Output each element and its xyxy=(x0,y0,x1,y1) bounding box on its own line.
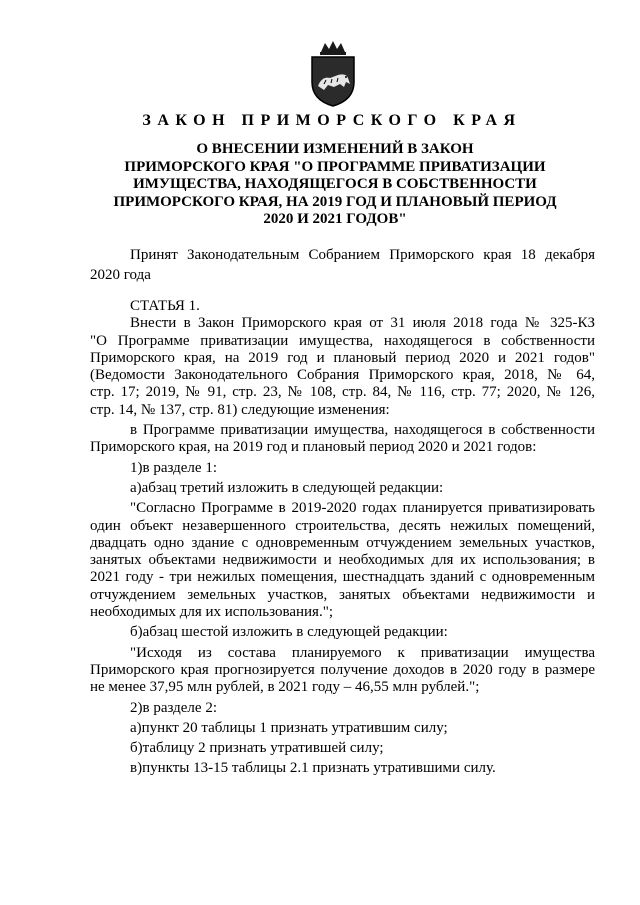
subject-line: О ВНЕСЕНИИ ИЗМЕНЕНИЙ В ЗАКОН xyxy=(196,141,474,157)
article-line: 2)в разделе 2: xyxy=(130,699,217,716)
article-line: занятых объектами недвижимости и необходимых для их использования; в xyxy=(90,552,595,569)
article-line: "О Программе приватизации имущества, находящегося в собственности xyxy=(90,332,595,349)
article-line: стр. 17; 2019, № 91, стр. 23, № 108, стр. 84, № 116, стр. 77; 2020, № 126, xyxy=(90,384,595,401)
article-line: Внести в Закон Приморского края от 31 июля 2018 года № 325-КЗ xyxy=(130,315,595,332)
subject-line: ПРИМОРСКОГО КРАЯ, НА 2019 ГОД И ПЛАНОВЫЙ ПЕРИОД xyxy=(113,193,557,210)
article-line: а)абзац третий изложить в следующей редакции: xyxy=(130,479,444,496)
article-line: не менее 37,95 млн рублей, в 2021 году – 46,55 млн рублей."; xyxy=(90,679,480,696)
article-line: "Согласно Программе в 2019-2020 годах планируется приватизировать xyxy=(130,500,595,517)
article-line: (Ведомости Законодательного Собрания Приморского края, 2018, № 64, xyxy=(90,367,595,384)
adoption-note-line: 2020 года xyxy=(90,267,151,283)
subject-line: ПРИМОРСКОГО КРАЯ "О ПРОГРАММЕ ПРИВАТИЗАЦИИ xyxy=(124,158,546,175)
article-line: 1)в разделе 1: xyxy=(130,459,217,476)
article-line: стр. 14, № 137, стр. 81) следующие изменения: xyxy=(90,401,390,418)
article-line: а)пункт 20 таблицы 1 признать утратившим силу; xyxy=(130,719,448,736)
article-heading: СТАТЬЯ 1. xyxy=(130,298,200,314)
article-line: отчуждением земельных участков, занятых объектами недвижимости и xyxy=(90,586,595,603)
article-line: один объект незавершенного строительства, десять нежилых помещений, xyxy=(90,517,595,534)
coat-of-arms-emblem xyxy=(304,40,362,108)
article-line: Приморского края, на 2019 год и плановый период 2020 и 2021 годов: xyxy=(90,439,537,456)
law-subject-heading xyxy=(90,141,580,229)
article-line: б)таблицу 2 признать утратившей силу; xyxy=(130,740,384,757)
article-line: необходимых для их использования."; xyxy=(90,604,333,621)
article-line: 2021 году - три нежилых помещения, шестнадцать зданий с одновременным xyxy=(90,569,595,586)
article-line: Приморского края прогнозируется получение доходов в 2020 году в размере xyxy=(90,661,595,678)
article-line: в Программе приватизации имущества, находящегося в собственности xyxy=(130,422,595,439)
article-body xyxy=(90,298,595,778)
adoption-note-line: Принят Законодательным Собранием Приморского края 18 декабря xyxy=(130,247,595,263)
adoption-note xyxy=(90,245,595,285)
subject-line: ИМУЩЕСТВА, НАХОДЯЩЕГОСЯ В СОБСТВЕННОСТИ xyxy=(133,176,537,192)
law-title: ЗАКОН ПРИМОРСКОГО КРАЯ xyxy=(142,112,522,129)
article-line: двадцать одно здание с одновременным отчуждением земельных участков, xyxy=(90,534,595,551)
article-line: б)абзац шестой изложить в следующей редакции: xyxy=(130,624,448,641)
subject-line: 2020 И 2021 ГОДОВ" xyxy=(263,211,407,227)
article-line: "Исходя из состава планируемого к приватизации имущества xyxy=(130,644,595,661)
article-line: Приморского края, на 2019 год и плановый период 2020 и 2021 годов" xyxy=(90,349,595,366)
article-line: в)пункты 13-15 таблицы 2.1 признать утратившими силу. xyxy=(130,760,496,777)
